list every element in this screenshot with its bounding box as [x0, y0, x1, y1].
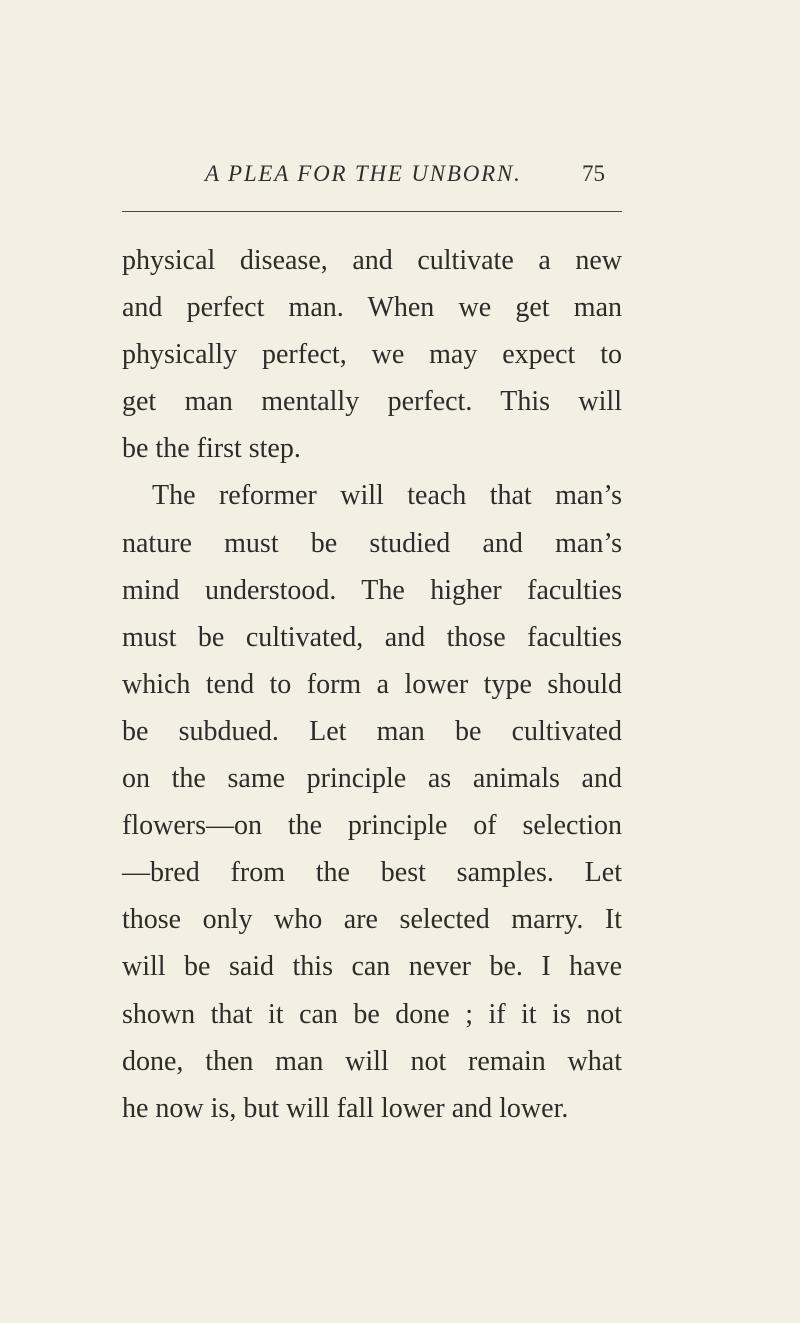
text-line: be subdued. Let man be cultivated [122, 715, 622, 747]
text-line: be the first step. [122, 433, 301, 465]
text-line: get man mentally perfect. This will [122, 386, 622, 418]
text-line: those only who are selected marry. It [122, 904, 622, 936]
header-rule [122, 211, 622, 212]
text-line: nature must be studied and man’s [122, 527, 622, 559]
text-line: flowers—on the principle of selection [122, 810, 622, 842]
text-line: on the same principle as animals and [122, 763, 622, 795]
text-line: —bred from the best samples. Let [122, 857, 622, 889]
text-line: mind understood. The higher faculties [122, 574, 622, 606]
text-line: he now is, but will fall lower and lower. [122, 1092, 569, 1124]
running-head [0, 161, 800, 193]
text-line: shown that it can be done ; if it is not [122, 998, 622, 1030]
text-line: which tend to form a lower type should [122, 668, 622, 700]
page-number: 75 [582, 161, 605, 186]
text-line: must be cultivated, and those faculties [122, 621, 622, 653]
body-text [122, 237, 622, 1132]
text-line: physically perfect, we may expect to [122, 339, 622, 371]
text-line: done, then man will not remain what [122, 1045, 622, 1077]
text-line: will be said this can never be. I have [122, 951, 622, 983]
running-head-title: A PLEA FOR THE UNBORN. [205, 161, 522, 186]
text-line: and perfect man. When we get man [122, 292, 622, 324]
text-line: physical disease, and cultivate a new [122, 245, 622, 276]
paragraph-start-line: The reformer will teach that man’s [152, 480, 622, 512]
